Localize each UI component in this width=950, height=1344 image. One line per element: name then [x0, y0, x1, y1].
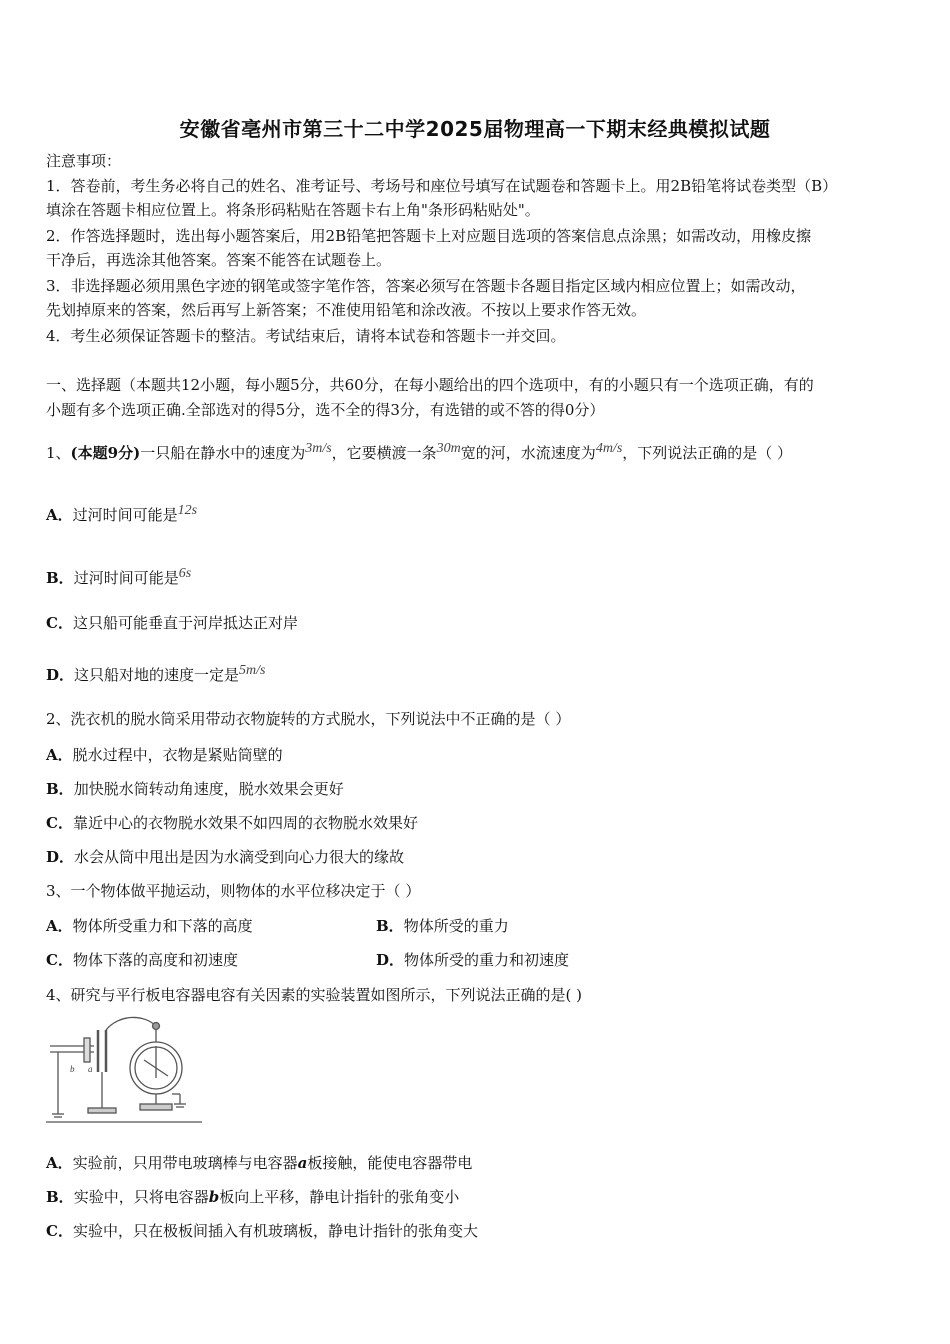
question-score: (本题9分)	[70, 444, 141, 462]
option-a[interactable]	[46, 744, 283, 766]
math-value: 6s	[178, 566, 192, 581]
option-label: A．	[46, 506, 73, 524]
option-text: 板向上平移，静电计指针的张角变小	[219, 1188, 460, 1206]
math-value: 5m/s	[239, 663, 266, 678]
option-a[interactable]	[46, 500, 197, 526]
stem-text: ，下列说法正确的是（ ）	[622, 444, 793, 462]
option-text: 实验中，只在极板间插入有机玻璃板，静电计指针的张角变大	[72, 1222, 478, 1240]
math-value: 3m/s	[305, 441, 332, 456]
notice-heading: 注意事项：	[46, 152, 122, 170]
question-2-stem: 2、洗衣机的脱水筒采用带动衣物旋转的方式脱水，下列说法中不正确的是（ ）	[46, 710, 571, 728]
option-label: B．	[46, 1188, 74, 1206]
option-text: 物体所受的重力和初速度	[404, 951, 570, 969]
option-text: 这只船对地的速度一定是	[74, 666, 240, 684]
option-label: B．	[46, 569, 74, 587]
option-a[interactable]	[46, 1152, 472, 1174]
question-4-stem: 4、研究与平行板电容器电容有关因素的实验装置如图所示，下列说法正确的是( )	[46, 986, 583, 1004]
option-c[interactable]	[46, 612, 298, 634]
option-b[interactable]	[46, 778, 344, 800]
option-label: C．	[46, 1222, 73, 1240]
math-value: 4m/s	[595, 441, 623, 456]
variable: b	[208, 1188, 220, 1206]
notice-line: 干净后，再选涂其他答案。答案不能答在试题卷上。	[46, 251, 392, 269]
option-text: 实验前，只用带电玻璃棒与电容器	[72, 1154, 298, 1172]
option-label: A．	[46, 746, 73, 764]
option-label: D．	[376, 951, 405, 969]
option-b[interactable]	[46, 1186, 459, 1208]
option-label: C．	[46, 951, 73, 969]
option-text: 过河时间可能是	[72, 506, 178, 524]
page-title: 安徽省亳州市第三十二中学2025届物理高一下期末经典模拟试题	[179, 117, 771, 141]
option-label: C．	[46, 814, 73, 832]
math-value: 30m	[436, 441, 461, 456]
question-number: 1、	[46, 444, 71, 462]
option-c[interactable]	[46, 1220, 478, 1242]
notice-line: 先划掉原来的答案，然后再写上新答案；不准使用铅笔和涂改液。不按以上要求作答无效。	[46, 301, 647, 319]
option-text: 物体所受重力和下落的高度	[72, 917, 253, 935]
plate-b-label: b	[70, 1064, 75, 1074]
plate-a-label: a	[88, 1064, 93, 1074]
option-text: 水会从筒中甩出是因为水滴受到向心力很大的缘故	[74, 848, 405, 866]
option-text: 过河时间可能是	[73, 569, 179, 587]
option-text: 实验中，只将电容器	[73, 1188, 209, 1206]
stem-text: 宽的河，水流速度为	[460, 444, 596, 462]
notice-line: 1．答卷前，考生务必将自己的姓名、准考证号、考场号和座位号填写在试题卷和答题卡上。用2B铅笔将试卷类型（B）	[46, 177, 838, 195]
option-label: D．	[46, 848, 75, 866]
option-b[interactable]	[376, 915, 509, 937]
capacitor-electrometer-figure	[44, 1016, 204, 1128]
option-label: A．	[46, 1154, 73, 1172]
option-a[interactable]	[46, 915, 253, 937]
section-heading: 小题有多个选项正确.全部选对的得5分，选不全的得3分，有选错的或不答的得0分）	[46, 401, 605, 419]
section-heading: 一、选择题（本题共12小题，每小题5分，共60分，在每小题给出的四个选项中，有的小题只有一个选项正确，有的	[46, 376, 814, 394]
option-text: 板接触，能使电容器带电	[307, 1154, 473, 1172]
question-3-stem: 3、一个物体做平抛运动，则物体的水平位移决定于（ ）	[46, 882, 421, 900]
stem-text: ，它要横渡一条	[331, 444, 437, 462]
notice-line: 2．作答选择题时，选出每小题答案后，用2B铅笔把答题卡上对应题目选项的答案信息点涂黑；如需改动，用橡皮擦	[46, 227, 812, 245]
option-label: B．	[376, 917, 404, 935]
option-c[interactable]	[46, 812, 418, 834]
math-value: 12s	[177, 503, 198, 518]
option-text: 靠近中心的衣物脱水效果不如四周的衣物脱水效果好	[72, 814, 418, 832]
notice-line: 3．非选择题必须用黑色字迹的钢笔或签字笔作答，答案必须写在答题卡各题目指定区域内相应位置上；如需改动，	[46, 277, 806, 295]
option-label: D．	[46, 666, 75, 684]
option-b[interactable]	[46, 563, 191, 589]
option-text: 物体所受的重力	[403, 917, 509, 935]
stem-text: 一只船在静水中的速度为	[140, 444, 306, 462]
option-label: B．	[46, 780, 74, 798]
option-d[interactable]	[46, 660, 265, 686]
option-text: 物体下落的高度和初速度	[72, 951, 238, 969]
option-d[interactable]	[46, 846, 404, 868]
option-c[interactable]	[46, 949, 238, 971]
notice-line: 4．考生必须保证答题卡的整洁。考试结束后，请将本试卷和答题卡一并交回。	[46, 327, 566, 345]
option-text: 加快脱水筒转动角速度，脱水效果会更好	[73, 780, 344, 798]
question-1-stem	[46, 438, 792, 464]
option-label: A．	[46, 917, 73, 935]
option-d[interactable]	[376, 949, 569, 971]
option-text: 这只船可能垂直于河岸抵达正对岸	[72, 614, 298, 632]
variable: a	[297, 1154, 308, 1172]
notice-line: 填涂在答题卡相应位置上。将条形码粘贴在答题卡右上角"条形码粘贴处"。	[46, 201, 540, 219]
option-text: 脱水过程中，衣物是紧贴筒壁的	[72, 746, 283, 764]
option-label: C．	[46, 614, 73, 632]
